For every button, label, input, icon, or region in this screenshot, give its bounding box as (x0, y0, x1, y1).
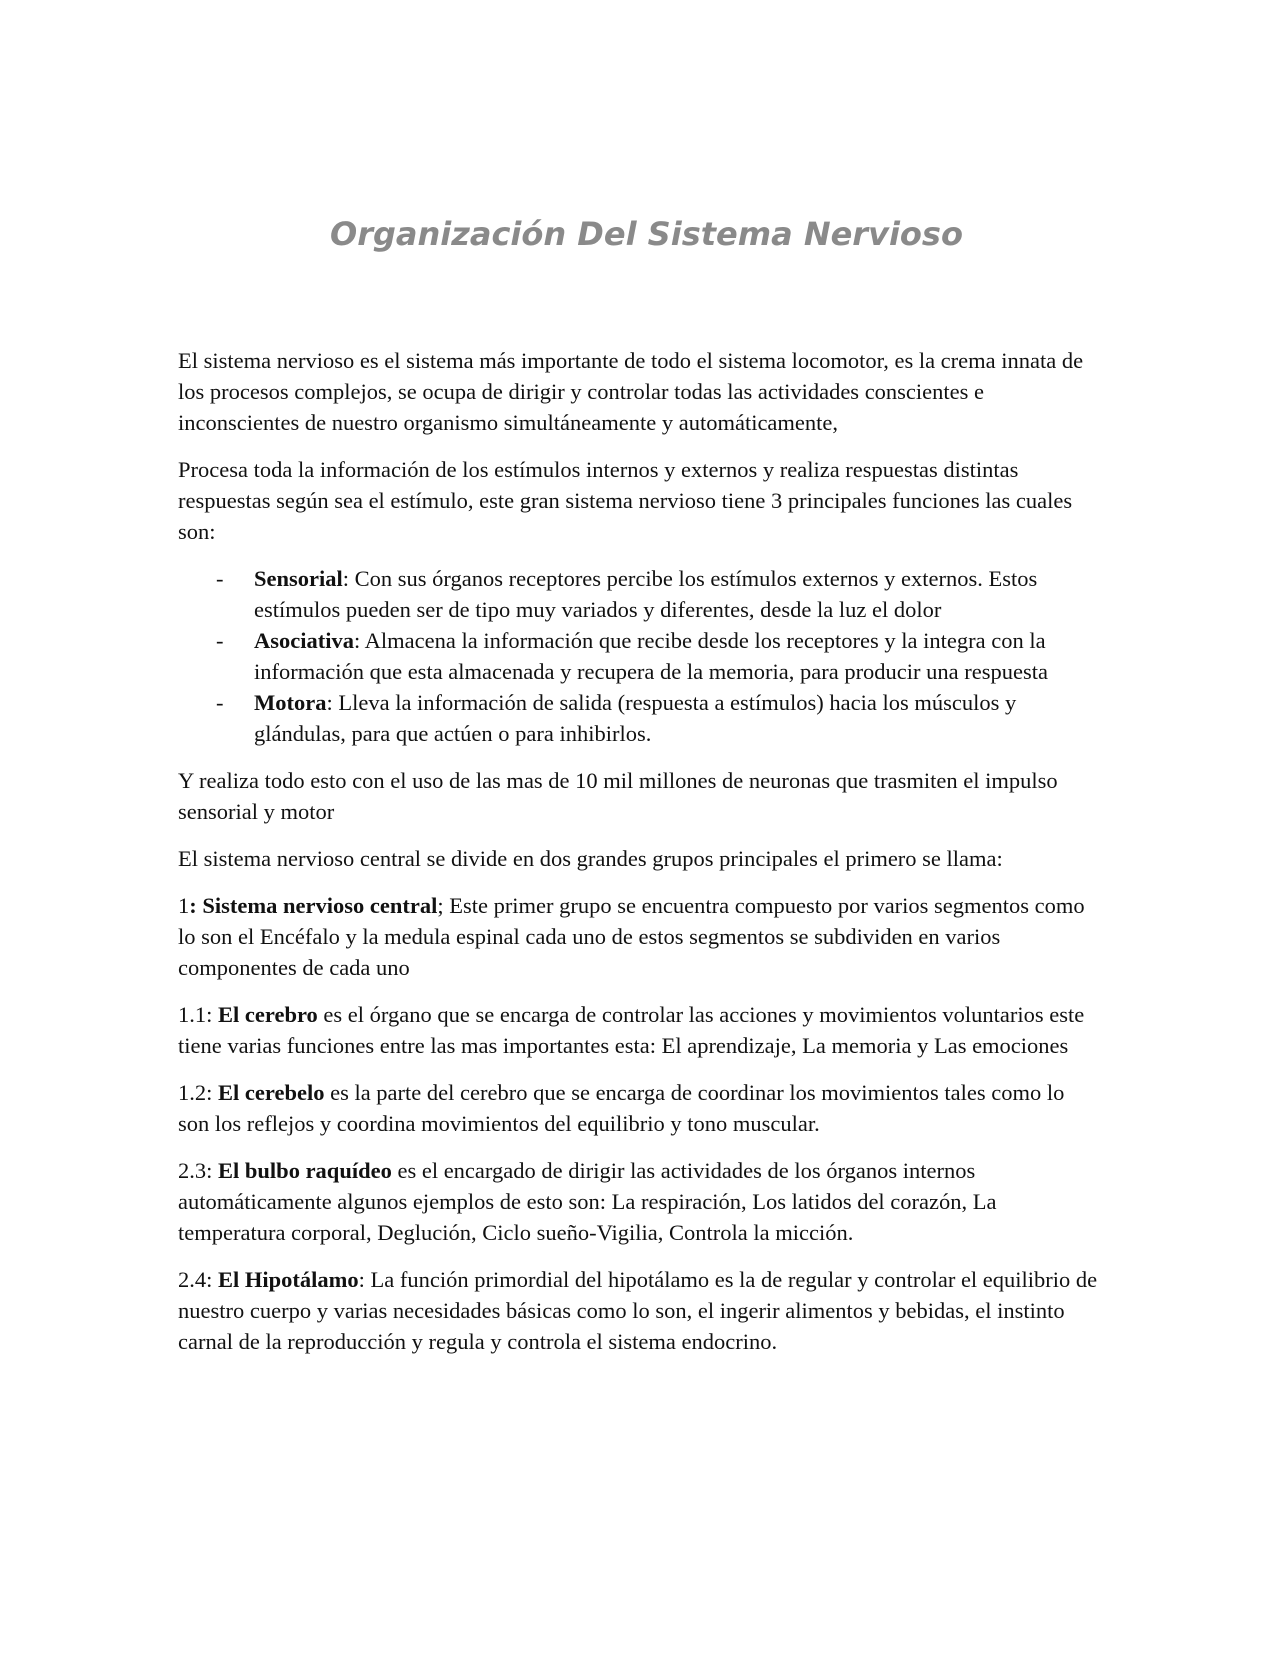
bullet-dash: - (216, 690, 224, 715)
section-cerebelo (178, 1077, 1098, 1139)
intro-paragraph-2: Procesa toda la información de los estímulos internos y externos y realiza respuestas distintas respuestas según sea el estímulo, este gran sistema nervioso tiene 3 principales funciones las cuales son: (178, 457, 1073, 544)
section-text: es la parte del cerebro que se encarga de coordinar los movimientos tales como lo son los reflejos y coordina movimientos del equilibrio y tono muscular. (178, 1080, 1065, 1136)
bullet-dash: - (216, 566, 224, 591)
section-term: : Sistema nervioso central (189, 893, 438, 918)
function-description: : Con sus órganos receptores percibe los estímulos externos y externos. Estos estímulos pueden ser de tipo muy variados y diferentes, desde la luz el dolor (254, 566, 1038, 622)
document-body (178, 345, 1098, 1373)
functions-list (178, 563, 1098, 749)
function-description: : Almacena la información que recibe desde los receptores y la integra con la información que esta almacenada y recupera de la memoria, para producir una respuesta (254, 628, 1048, 684)
section-number: 1.2: (178, 1080, 219, 1105)
section-number: 2.3: (178, 1158, 219, 1183)
section-number: 1.1: (178, 1002, 219, 1027)
document-title: Organización Del Sistema Nervioso (330, 215, 963, 253)
intro-paragraph-1: El sistema nervioso es el sistema más importante de todo el sistema locomotor, es la crema innata de los procesos complejos, se ocupa de dirigir y controlar todas las actividades conscientes e inconscientes de nuestro organismo simultáneamente y automáticamente, (178, 348, 1084, 435)
section-text: es el órgano que se encarga de controlar las acciones y movimientos voluntarios este tiene varias funciones entre las mas importantes esta: El aprendizaje, La memoria y Las emociones (178, 1002, 1085, 1058)
list-item-sensorial (178, 563, 1098, 625)
section-number: 1 (178, 893, 190, 918)
function-term: Motora (254, 690, 327, 715)
section-text: es el encargado de dirigir las actividades de los órganos internos automáticamente algunos ejemplos de esto son: La respiración, Los latidos del corazón, La temperatura corporal, Deglución, Ciclo sueño-Vigilia, Controla la micción. (178, 1158, 997, 1245)
section-term: El cerebro (218, 1002, 318, 1027)
neurons-paragraph: Y realiza todo esto con el uso de las mas de 10 mil millones de neuronas que trasmiten el impulso sensorial y motor (178, 768, 1058, 824)
section-term: El Hipotálamo (218, 1267, 359, 1292)
section-text: ; Este primer grupo se encuentra compuesto por varios segmentos como lo son el Encéfalo y la medula espinal cada uno de estos segmentos se subdividen en varios componentes de cada uno (178, 893, 1085, 980)
function-term: Asociativa (254, 628, 354, 653)
section-term: El cerebelo (218, 1080, 325, 1105)
bullet-dash: - (216, 628, 224, 653)
section-cerebro (178, 999, 1098, 1061)
function-term: Sensorial (254, 566, 343, 591)
section-number: 2.4: (178, 1267, 219, 1292)
list-item-asociativa (178, 625, 1098, 687)
section-text: : La función primordial del hipotálamo es la de regular y controlar el equilibrio de nuestro cuerpo y varias necesidades básicas como lo son, el ingerir alimentos y bebidas, el instinto carnal de la reproducción y regula y controla el sistema endocrino. (178, 1267, 1098, 1354)
section-hipotalamo (178, 1264, 1098, 1357)
section-term: El bulbo raquídeo (218, 1158, 392, 1183)
division-paragraph: El sistema nervioso central se divide en dos grandes grupos principales el primero se llama: (178, 846, 1003, 871)
list-item-motora (178, 687, 1098, 749)
function-description: : Lleva la información de salida (respuesta a estímulos) hacia los músculos y glándulas, para que actúen o para inhibirlos. (254, 690, 1017, 746)
section-bulbo-raquideo (178, 1155, 1098, 1248)
section-sistema-nervioso-central (178, 890, 1098, 983)
